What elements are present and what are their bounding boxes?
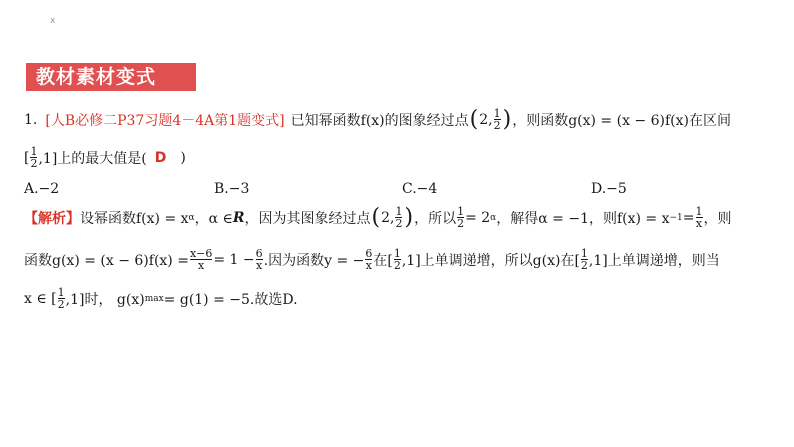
solution-text: = 2 bbox=[465, 209, 491, 226]
fraction-half: $\frac{1}{2}$ bbox=[457, 205, 465, 230]
solution-text: ，因为其图象经过点 bbox=[244, 210, 371, 227]
question-stem-a: 已知幂函数f(x)的图象经过点 bbox=[290, 112, 469, 129]
solution-text: ，α ∈ bbox=[194, 210, 233, 227]
solution-text: 函数g(x) = (x − 6)f(x) = bbox=[24, 252, 189, 269]
question-source: [人B必修二P37习题4－4A第1题变式] bbox=[45, 112, 285, 129]
fraction-half: $\frac{1}{2}$ bbox=[395, 205, 403, 230]
fraction-half: $\frac{1}{2}$ bbox=[580, 247, 588, 272]
solution-text: ,1]时， g(x) bbox=[65, 291, 145, 308]
solution-text: = 1 − bbox=[213, 251, 255, 268]
fraction-6-over-x: $\frac{6}{x}$ bbox=[255, 247, 263, 272]
close-paren: ) bbox=[502, 106, 512, 132]
solution-tag: 【解析】 bbox=[24, 210, 80, 227]
option-a[interactable]: A.−2 bbox=[24, 181, 60, 197]
question-line-1 bbox=[24, 108, 731, 131]
fraction-half: $\frac{1}{2}$ bbox=[30, 145, 38, 170]
question-line-2 bbox=[24, 146, 186, 169]
solution-text: x ∈ [ bbox=[24, 290, 57, 307]
fraction-half: $\frac{1}{2}$ bbox=[493, 107, 501, 132]
interval-rest: ,1]上的最大值是( bbox=[38, 150, 147, 167]
option-d[interactable]: D.−5 bbox=[591, 181, 627, 197]
solution-text: 在[ bbox=[373, 252, 393, 269]
fraction-half: $\frac{1}{2}$ bbox=[393, 247, 401, 272]
exponent: −1 bbox=[669, 212, 683, 223]
fraction-x-minus-6-over-x: $\frac{x-6}{x}$ bbox=[189, 247, 213, 272]
fraction-6-over-x: $\frac{6}{x}$ bbox=[365, 247, 373, 272]
solution-text: ,1]上单调递增，所以g(x)在[ bbox=[401, 252, 580, 269]
real-set-symbol: R bbox=[232, 209, 245, 226]
solution-text: ，所以 bbox=[414, 210, 457, 227]
question-number: 1. bbox=[24, 111, 38, 128]
solution-line-2 bbox=[24, 248, 720, 271]
solution-text: ，则 bbox=[703, 210, 732, 227]
point-x: 2, bbox=[381, 209, 395, 226]
subscript-max: max bbox=[144, 293, 164, 304]
question-stem-b: ，则函数g(x) = (x − 6)f(x)在区间 bbox=[512, 112, 731, 129]
section-banner: 教材素材变式 bbox=[26, 63, 196, 91]
solution-line-1 bbox=[24, 206, 732, 229]
exponent: α bbox=[490, 212, 497, 223]
option-b[interactable]: B.−3 bbox=[214, 181, 250, 197]
options-row bbox=[24, 181, 744, 199]
solution-text: ，解得α = −1，则f(x) = x bbox=[496, 210, 670, 227]
exponent: α bbox=[188, 212, 195, 223]
solution-text: 设幂函数f(x) = x bbox=[80, 210, 189, 227]
answer-mark: D bbox=[154, 149, 167, 166]
close-paren: ) bbox=[404, 204, 414, 230]
close-paren-text: ) bbox=[180, 149, 186, 166]
fraction-half: $\frac{1}{2}$ bbox=[57, 286, 65, 311]
solution-text: = bbox=[682, 209, 695, 226]
solution-text: .因为函数y = − bbox=[263, 252, 365, 269]
solution-text: ,1]上单调递增，则当 bbox=[588, 252, 720, 269]
corner-mark: x bbox=[50, 16, 56, 26]
open-paren: ( bbox=[371, 204, 381, 230]
point-x: 2, bbox=[479, 111, 493, 128]
interval-open: [ bbox=[24, 149, 30, 166]
solution-text: = g(1) = −5.故选D. bbox=[163, 291, 298, 308]
option-c[interactable]: C.−4 bbox=[402, 181, 438, 197]
open-paren: ( bbox=[469, 106, 479, 132]
fraction-one-over-x: $\frac{1}{x}$ bbox=[695, 205, 703, 230]
solution-line-3 bbox=[24, 287, 298, 310]
